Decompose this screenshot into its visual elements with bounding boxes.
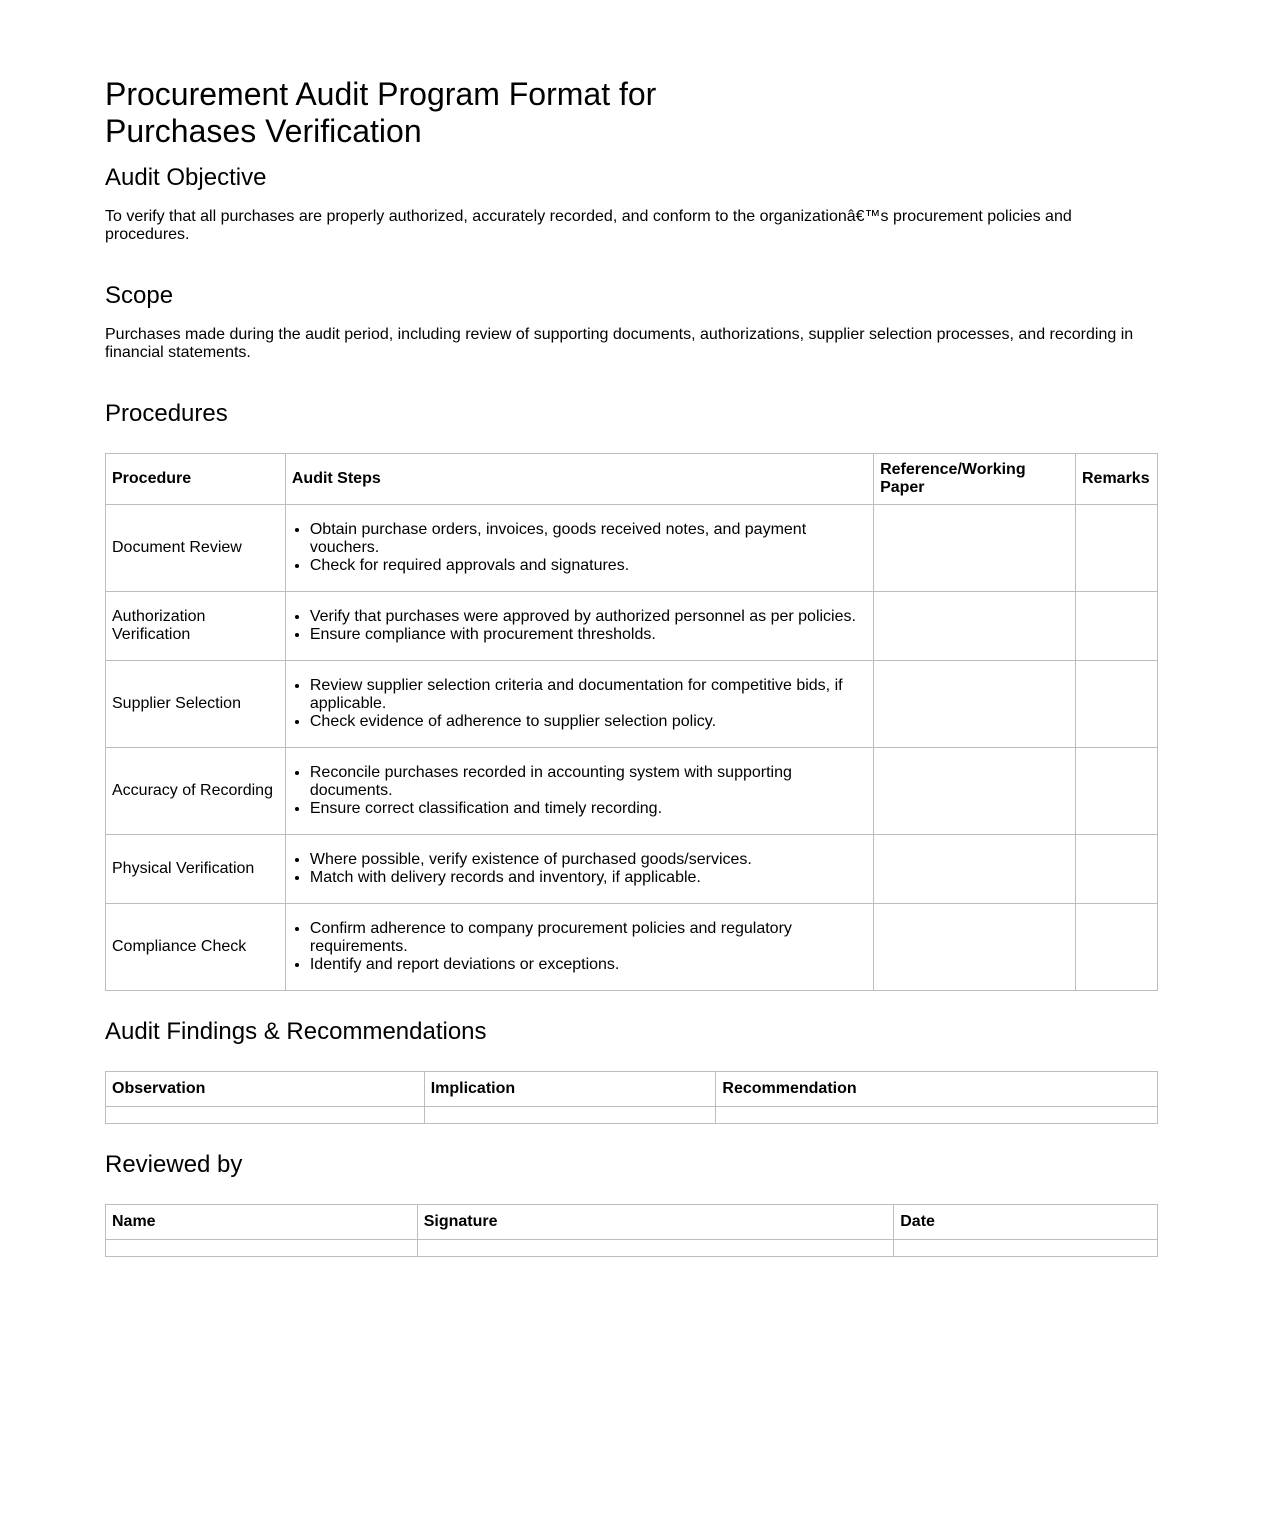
audit-steps-list	[292, 521, 867, 575]
column-header-recommendation: Recommendation	[716, 1072, 1158, 1107]
procedure-cell: Compliance Check	[106, 904, 286, 991]
audit-steps-cell	[285, 661, 873, 748]
list-item: • Ensure compliance with procurement thresholds.	[310, 626, 867, 644]
column-header-observation: Observation	[106, 1072, 425, 1107]
list-item: • Where possible, verify existence of purchased goods/services.	[310, 851, 867, 869]
procedure-cell: Document Review	[106, 505, 286, 592]
reviewed-heading: Reviewed by	[105, 1151, 243, 1178]
name-cell[interactable]	[106, 1240, 418, 1257]
list-item: • Check evidence of adherence to supplier selection policy.	[310, 713, 867, 731]
list-item: • Review supplier selection criteria and documentation for competitive bids, if applicable.	[310, 677, 867, 713]
audit-steps-list	[292, 764, 867, 818]
list-item: • Reconcile purchases recorded in accounting system with supporting documents.	[310, 764, 867, 800]
reference-cell[interactable]	[874, 505, 1076, 592]
remarks-cell[interactable]	[1075, 904, 1157, 991]
objective-heading: Audit Objective	[105, 164, 267, 191]
list-item: • Confirm adherence to company procurement policies and regulatory requirements.	[310, 920, 867, 956]
list-item: • Ensure correct classification and timely recording.	[310, 800, 867, 818]
findings-table	[105, 1071, 1158, 1124]
recommendation-cell[interactable]	[716, 1107, 1158, 1124]
scope-text: Purchases made during the audit period, including review of supporting documents, authorizations, supplier selection processes, and recording in financial statements.	[105, 326, 1134, 361]
reference-cell[interactable]	[874, 661, 1076, 748]
remarks-cell[interactable]	[1075, 592, 1157, 661]
scope-heading: Scope	[105, 282, 174, 309]
column-header-remarks: Remarks	[1075, 454, 1157, 505]
remarks-cell[interactable]	[1075, 748, 1157, 835]
column-header-reference: Reference/Working Paper	[874, 454, 1076, 505]
audit-steps-cell	[285, 505, 873, 592]
reference-cell[interactable]	[874, 592, 1076, 661]
date-cell[interactable]	[894, 1240, 1158, 1257]
column-header-date: Date	[894, 1205, 1158, 1240]
audit-steps-list	[292, 677, 867, 731]
objective-text: To verify that all purchases are properly authorized, accurately recorded, and conform to the organizationâ€™s procurement policies and procedures.	[105, 208, 1072, 243]
column-header-name: Name	[106, 1205, 418, 1240]
list-item: • Check for required approvals and signatures.	[310, 557, 867, 575]
column-header-implication: Implication	[424, 1072, 716, 1107]
list-item: • Verify that purchases were approved by authorized personnel as per policies.	[310, 608, 867, 626]
table-row	[106, 748, 1158, 835]
reference-cell[interactable]	[874, 835, 1076, 904]
column-header-audit-steps: Audit Steps	[285, 454, 873, 505]
procedure-cell: Physical Verification	[106, 835, 286, 904]
list-item: • Match with delivery records and inventory, if applicable.	[310, 869, 867, 887]
table-row	[106, 505, 1158, 592]
list-item: • Identify and report deviations or exceptions.	[310, 956, 867, 974]
audit-steps-cell	[285, 748, 873, 835]
procedure-cell: Supplier Selection	[106, 661, 286, 748]
table-row	[106, 592, 1158, 661]
table-row	[106, 835, 1158, 904]
page-title: Procurement Audit Program Format for Purchases Verification	[105, 76, 657, 149]
column-header-signature: Signature	[417, 1205, 894, 1240]
procedures-table	[105, 453, 1158, 991]
observation-cell[interactable]	[106, 1107, 425, 1124]
audit-steps-cell	[285, 592, 873, 661]
table-row	[106, 1240, 1158, 1257]
remarks-cell[interactable]	[1075, 835, 1157, 904]
reference-cell[interactable]	[874, 904, 1076, 991]
procedures-header-row	[106, 454, 1158, 505]
table-row	[106, 661, 1158, 748]
reviewed-table	[105, 1204, 1158, 1257]
table-row	[106, 904, 1158, 991]
audit-steps-list	[292, 920, 867, 974]
procedures-heading: Procedures	[105, 400, 228, 427]
audit-steps-list	[292, 608, 867, 644]
table-row	[106, 1107, 1158, 1124]
list-item: • Obtain purchase orders, invoices, goods received notes, and payment vouchers.	[310, 521, 867, 557]
findings-heading: Audit Findings & Recommendations	[105, 1018, 487, 1045]
remarks-cell[interactable]	[1075, 505, 1157, 592]
remarks-cell[interactable]	[1075, 661, 1157, 748]
procedure-cell: Authorization Verification	[106, 592, 286, 661]
implication-cell[interactable]	[424, 1107, 716, 1124]
reviewed-header-row	[106, 1205, 1158, 1240]
audit-steps-cell	[285, 835, 873, 904]
audit-steps-list	[292, 851, 867, 887]
audit-steps-cell	[285, 904, 873, 991]
findings-header-row	[106, 1072, 1158, 1107]
procedure-cell: Accuracy of Recording	[106, 748, 286, 835]
column-header-procedure: Procedure	[106, 454, 286, 505]
reference-cell[interactable]	[874, 748, 1076, 835]
signature-cell[interactable]	[417, 1240, 894, 1257]
